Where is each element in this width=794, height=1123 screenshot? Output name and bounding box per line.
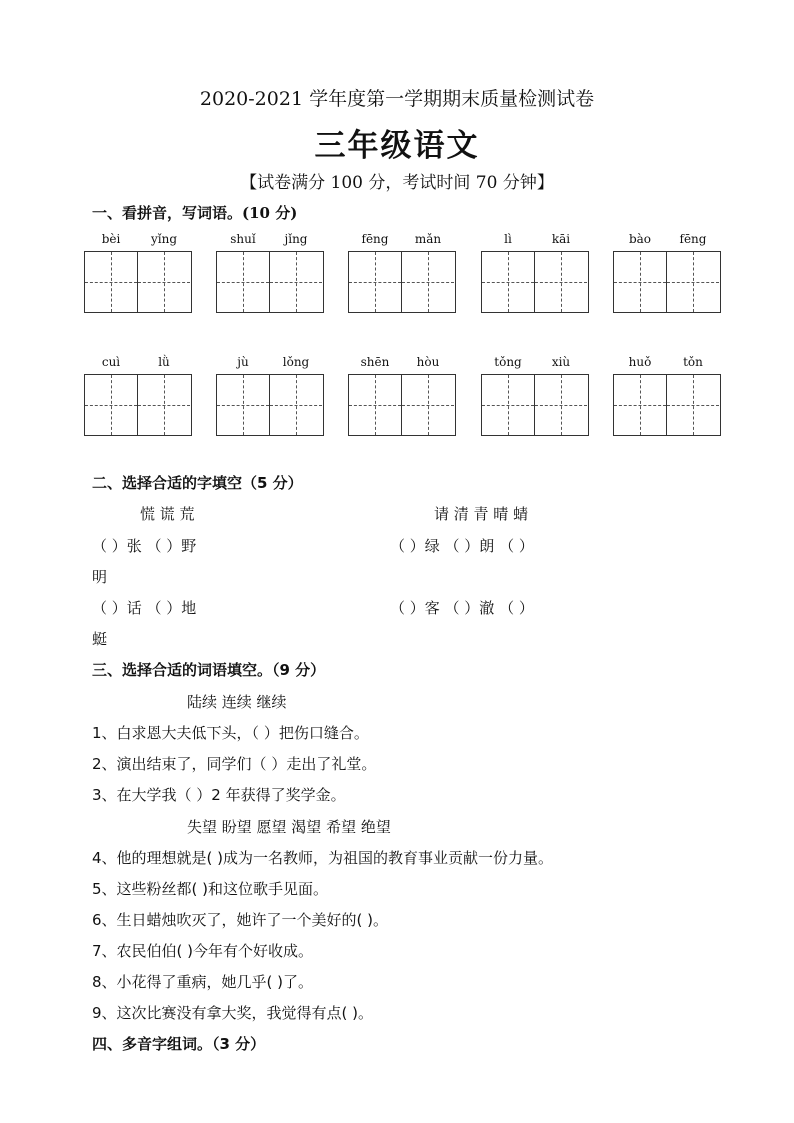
writing-cell[interactable] — [614, 252, 667, 312]
pinyin-label — [481, 232, 589, 248]
writing-cell[interactable] — [349, 375, 402, 435]
writing-grid[interactable] — [84, 374, 192, 436]
writing-grid[interactable] — [84, 251, 192, 313]
writing-grid[interactable] — [613, 374, 721, 436]
writing-grid[interactable] — [348, 374, 456, 436]
pinyin-label — [613, 232, 721, 248]
pinyin-label — [216, 355, 324, 371]
fill-line-2-wrap: 蜓 — [92, 630, 108, 648]
question-1[interactable]: 1、白求恩大夫低下头，（ ）把伤口缝合。 — [92, 724, 369, 742]
pinyin-label — [84, 355, 192, 371]
subject-title: 三年级语文 — [314, 128, 480, 164]
pinyin-syllable: cuì — [101, 355, 121, 369]
pinyin-syllable: bào — [628, 232, 652, 246]
pinyin-syllable: tǒn — [683, 355, 703, 369]
pinyin-syllable: huǒ — [628, 355, 652, 369]
section4-heading: 四、多音字组词。（3 分） — [92, 1035, 266, 1053]
guide-line — [138, 282, 190, 283]
guide-line — [270, 405, 322, 406]
pinyin-label — [216, 232, 324, 248]
writing-grid[interactable] — [481, 251, 589, 313]
guide-line — [85, 282, 137, 283]
pinyin-label — [84, 232, 192, 248]
writing-cell[interactable] — [270, 375, 322, 435]
char-options-right: 请 清 青 晴 蜻 — [434, 505, 529, 523]
guide-line — [402, 405, 454, 406]
question-6[interactable]: 6、生日蜡烛吹灭了，她许了一个美好的( )。 — [92, 911, 389, 929]
pinyin-label — [481, 355, 589, 371]
char-options-left: 慌 谎 荒 — [140, 505, 195, 523]
writing-cell[interactable] — [402, 252, 454, 312]
pinyin-syllable: shēn — [360, 355, 390, 369]
pinyin-syllable: fēng — [361, 232, 389, 246]
writing-cell[interactable] — [614, 375, 667, 435]
guide-line — [217, 282, 269, 283]
fill-line-2b[interactable]: （ ）客 （ ）澈 （ ） — [390, 599, 534, 617]
writing-grid[interactable] — [613, 251, 721, 313]
writing-cell[interactable] — [402, 375, 454, 435]
writing-cell[interactable] — [349, 252, 402, 312]
guide-line — [535, 405, 587, 406]
question-8[interactable]: 8、小花得了重病，她几乎( )了。 — [92, 973, 314, 991]
guide-line — [349, 405, 401, 406]
exam-title: 2020-2021 学年度第一学期期末质量检测试卷 — [199, 88, 595, 110]
writing-cell[interactable] — [138, 252, 190, 312]
pinyin-syllable: shuǐ — [230, 232, 256, 246]
pinyin-syllable: lǜ — [158, 355, 170, 369]
pinyin-syllable: jǐng — [284, 232, 308, 246]
writing-cell[interactable] — [535, 252, 587, 312]
fill-line-1a[interactable]: （ ）张 （ ）野 — [92, 537, 197, 555]
writing-cell[interactable] — [482, 375, 535, 435]
guide-line — [270, 282, 322, 283]
writing-cell[interactable] — [482, 252, 535, 312]
word-options-1: 陆续 连续 继续 — [187, 693, 287, 711]
writing-cell[interactable] — [138, 375, 190, 435]
word-options-2: 失望 盼望 愿望 渴望 希望 绝望 — [187, 818, 391, 836]
section3-heading: 三、选择合适的词语填空。（9 分） — [92, 661, 326, 679]
guide-line — [482, 282, 534, 283]
score-note: 【试卷满分 100 分，考试时间 70 分钟】 — [240, 173, 554, 193]
fill-line-2a[interactable]: （ ）话 （ ）地 — [92, 599, 197, 617]
guide-line — [138, 405, 190, 406]
writing-cell[interactable] — [217, 252, 270, 312]
pinyin-label — [348, 232, 456, 248]
question-4[interactable]: 4、他的理想就是( )成为一名教师，为祖国的教育事业贡献一份力量。 — [92, 849, 554, 867]
pinyin-syllable: tǒng — [494, 355, 522, 369]
writing-cell[interactable] — [85, 375, 138, 435]
section1-heading: 一、看拼音，写词语。(10 分) — [92, 204, 298, 222]
pinyin-syllable: kāi — [551, 232, 571, 246]
guide-line — [667, 282, 719, 283]
writing-cell[interactable] — [217, 375, 270, 435]
pinyin-syllable: jù — [237, 355, 249, 369]
pinyin-label — [613, 355, 721, 371]
writing-cell[interactable] — [270, 252, 322, 312]
question-2[interactable]: 2、演出结束了，同学们（ ）走出了礼堂。 — [92, 755, 377, 773]
pinyin-syllable: lǒng — [282, 355, 310, 369]
guide-line — [614, 282, 666, 283]
guide-line — [667, 405, 719, 406]
question-5[interactable]: 5、这些粉丝都( )和这位歌手见面。 — [92, 880, 329, 898]
guide-line — [614, 405, 666, 406]
guide-line — [217, 405, 269, 406]
section2-heading: 二、选择合适的字填空（5 分） — [92, 474, 303, 492]
writing-grid[interactable] — [216, 251, 324, 313]
question-7[interactable]: 7、农民伯伯( )今年有个好收成。 — [92, 942, 314, 960]
pinyin-syllable: xiù — [551, 355, 571, 369]
pinyin-syllable: lì — [504, 232, 512, 246]
pinyin-syllable: fēng — [679, 232, 707, 246]
pinyin-syllable: yǐng — [150, 232, 178, 246]
fill-line-1b[interactable]: （ ）绿 （ ）朗 （ ） — [390, 537, 534, 555]
writing-cell[interactable] — [85, 252, 138, 312]
writing-cell[interactable] — [667, 375, 719, 435]
pinyin-syllable: bèi — [101, 232, 121, 246]
pinyin-syllable: hòu — [416, 355, 440, 369]
fill-line-1-wrap: 明 — [92, 568, 108, 586]
writing-cell[interactable] — [667, 252, 719, 312]
pinyin-syllable: mǎn — [414, 232, 442, 246]
writing-grid[interactable] — [348, 251, 456, 313]
pinyin-label — [348, 355, 456, 371]
writing-cell[interactable] — [535, 375, 587, 435]
question-9[interactable]: 9、这次比赛没有拿大奖，我觉得有点( )。 — [92, 1004, 374, 1022]
guide-line — [85, 405, 137, 406]
guide-line — [482, 405, 534, 406]
guide-line — [402, 282, 454, 283]
guide-line — [349, 282, 401, 283]
writing-grid[interactable] — [481, 374, 589, 436]
guide-line — [535, 282, 587, 283]
question-3[interactable]: 3、在大学我（ ）2 年获得了奖学金。 — [92, 786, 346, 804]
writing-grid[interactable] — [216, 374, 324, 436]
